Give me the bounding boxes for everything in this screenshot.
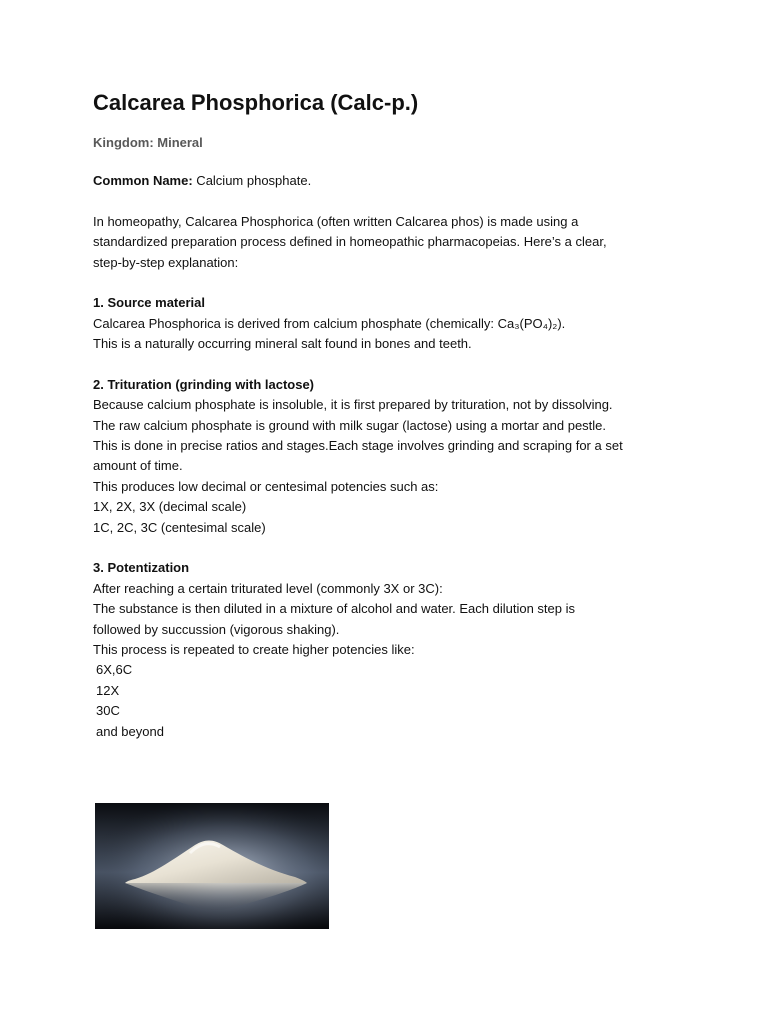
section-line: The substance is then diluted in a mixture of alcohol and water. Each dilution step is (93, 601, 576, 617)
section-line: This is a naturally occurring mineral salt found in bones and teeth. (93, 336, 472, 352)
section-line: The raw calcium phosphate is ground with milk sugar (lactose) using a mortar and pestle. (93, 417, 607, 433)
potency-item: 6X,6C (96, 662, 133, 678)
common-name-line (93, 171, 683, 191)
section-heading-potentization: 3. Potentization (93, 560, 190, 576)
section-line: followed by succussion (vigorous shaking). (93, 621, 340, 637)
spacer (93, 355, 683, 375)
potency-item: and beyond (96, 723, 164, 739)
section-line: Calcarea Phosphorica is derived from calcium phosphate (chemically: Ca₃(PO₄)₂). (93, 315, 566, 331)
intro-line: In homeopathy, Calcarea Phosphorica (often written Calcarea phos) is made using a (93, 213, 579, 229)
common-name-label: Common Name: (93, 173, 193, 188)
kingdom-label: Kingdom: Mineral (93, 135, 203, 150)
spacer (93, 191, 683, 211)
section-line: This produces low decimal or centesimal potencies such as: (93, 478, 439, 494)
section-line: 1C, 2C, 3C (centesimal scale) (93, 519, 266, 535)
section-line: This process is repeated to create higher potencies like: (93, 641, 415, 657)
section-heading-trituration: 2. Trituration (grinding with lactose) (93, 376, 315, 392)
common-name-value: Calcium phosphate. (192, 173, 312, 188)
intro-line: standardized preparation process defined in homeopathic pharmacopeias. Here’s a clear, (93, 234, 607, 250)
section-heading-source-material: 1. Source material (93, 295, 205, 311)
document-body (93, 171, 683, 742)
intro-line: step-by-step explanation: (93, 254, 239, 270)
section-line: This is done in precise ratios and stages.Each stage involves grinding and scraping for a set (93, 438, 623, 454)
section-line: Because calcium phosphate is insoluble, it is first prepared by trituration, not by dissolving. (93, 397, 613, 413)
calcium-phosphate-powder-photo (95, 803, 329, 929)
page-title: Calcarea Phosphorica (Calc-p.) (93, 90, 419, 115)
potency-item: 30C (96, 703, 120, 719)
powder-pile-illustration (95, 803, 329, 929)
spacer (93, 273, 683, 293)
potency-item: 12X (96, 682, 120, 698)
section-line: 1X, 2X, 3X (decimal scale) (93, 499, 247, 515)
section-line: amount of time. (93, 458, 183, 474)
spacer (93, 538, 683, 558)
section-line: After reaching a certain triturated level (commonly 3X or 3C): (93, 580, 443, 596)
